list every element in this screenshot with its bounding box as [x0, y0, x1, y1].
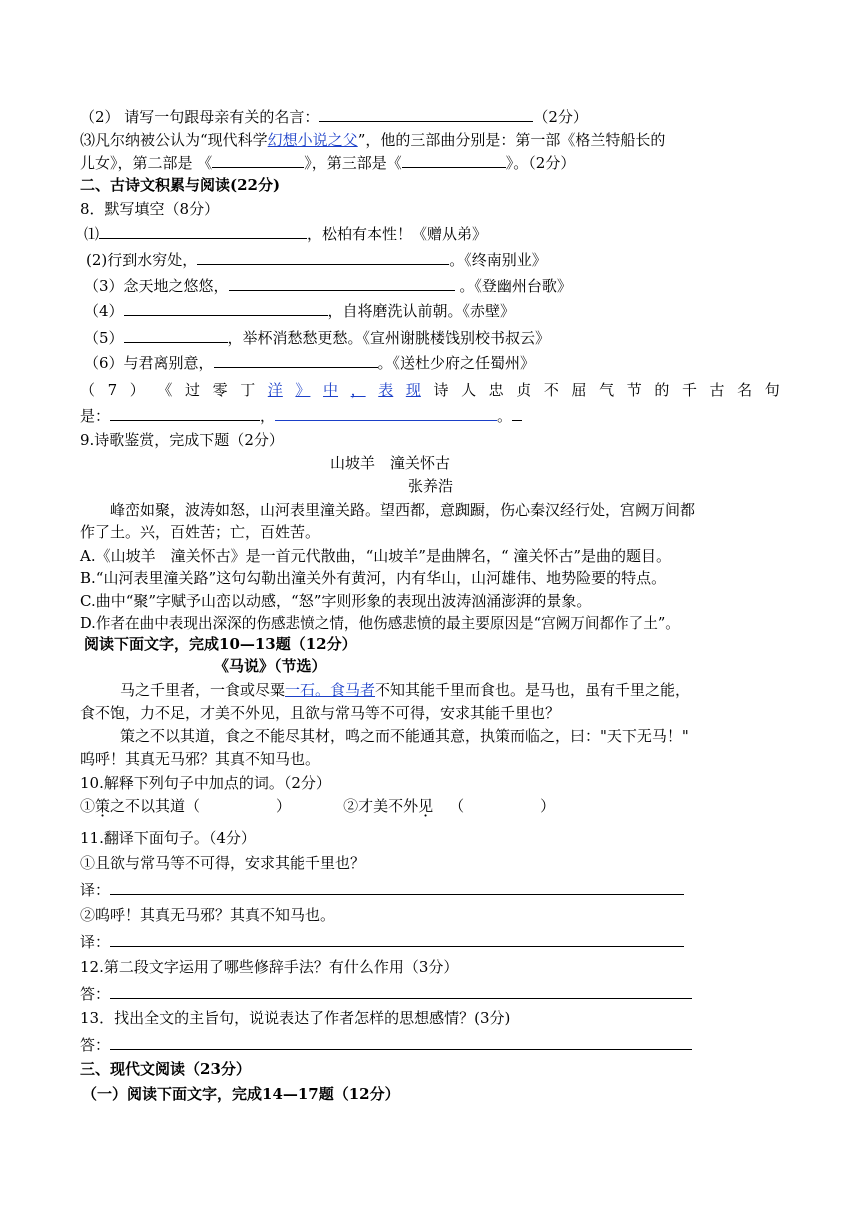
answer-blank[interactable]	[110, 983, 692, 999]
item-7-char[interactable]: 洋	[267, 381, 283, 399]
section-3-subheading: （一）阅读下面文字，完成14—17题（12分）	[82, 1085, 400, 1103]
answer-label: 答：	[80, 1036, 111, 1054]
item-text: ，自将磨洗认前朝。《赤壁》	[327, 302, 516, 320]
item-7-char: 过	[184, 381, 200, 399]
question-8-item-5	[84, 327, 550, 348]
answer-blank[interactable]	[275, 405, 497, 421]
poem-title: 山坡羊 潼关怀古	[329, 454, 450, 472]
passage-p2-line-2: 呜呼！其真无马邪？其真不知马也。	[80, 750, 321, 768]
item-text: ）	[276, 797, 292, 815]
reading-intro: 阅读下面文字，完成10—13题（12分）	[84, 635, 357, 653]
question-8-item-4	[84, 300, 515, 321]
answer-blank[interactable]	[124, 300, 328, 316]
answer-blank[interactable]	[402, 152, 506, 168]
question-3-text: 儿女》，第二部是 《	[80, 154, 213, 172]
question-10-items	[80, 796, 555, 816]
answer-label: 译：	[80, 881, 111, 899]
item-text: ，举杯消愁愁更愁。《宣州谢朓楼饯别校书叔云》	[227, 329, 551, 347]
item-7-char: 诗	[433, 381, 449, 399]
question-8-item-1	[84, 223, 487, 244]
item-label: （4）	[84, 302, 124, 320]
option-a: A.《山坡羊 潼关怀古》是一首元代散曲，“山坡羊”是曲牌名，“ 潼关怀古”是曲的题目。	[80, 547, 672, 565]
answer-blank[interactable]	[512, 405, 522, 421]
answer-label: 译：	[80, 933, 111, 951]
dotted-word: 策	[95, 797, 111, 815]
question-9-title: 9.诗歌鉴赏，完成下题（2分）	[80, 431, 284, 449]
poem-line-2: 作了土。兴，百姓苦；亡，百姓苦。	[80, 523, 321, 541]
item-7-char: 千	[681, 381, 697, 399]
question-8-item-3	[84, 275, 572, 296]
item-7-char[interactable]: 中	[323, 381, 339, 399]
item-7-char: 节	[626, 381, 642, 399]
answer-blank[interactable]	[110, 405, 260, 421]
question-2-prompt: （2） 请写一句跟母亲有关的名言：	[80, 108, 320, 126]
item-7-char: 不	[543, 381, 559, 399]
answer-blank[interactable]	[124, 327, 228, 343]
option-d: D.作者在曲中表现出深深的伤感悲愤之情，他伤感悲愤的最主要原因是“宫阙万间都作了土”。	[80, 615, 680, 632]
item-label: ⑴	[84, 225, 100, 243]
item-text: ）	[540, 797, 556, 815]
answer-blank[interactable]	[197, 249, 449, 265]
passage-p1-line-2: 食不饱，力不足，才美不外见，且欲与常马等不可得，安求其能千里也？	[80, 704, 561, 722]
item-7-char: 气	[599, 381, 615, 399]
section-3-heading: 三、现代文阅读（23分）	[80, 1060, 251, 1078]
passage-text: 马之千里者，一食或尽粟	[120, 681, 286, 699]
item-7-char: （	[80, 381, 96, 399]
item-7-char: 忠	[488, 381, 504, 399]
item-text: 。《终南别业》	[449, 251, 547, 269]
question-3-line-2	[80, 152, 575, 173]
item-text: ，	[260, 407, 276, 425]
section-2-heading: 二、古诗文积累与阅读(22分)	[80, 176, 281, 194]
item-text: （	[449, 797, 465, 815]
option-b: B.“山河表里潼关路”这句勾勒出潼关外有黄河，内有华山，山河雄伟、地势险要的特点。	[80, 569, 667, 587]
item-7-char: ）	[129, 381, 145, 399]
question-11-answer-1	[80, 879, 684, 900]
answer-blank[interactable]	[229, 275, 455, 291]
item-text: 。	[497, 407, 513, 425]
question-3-text: ⑶凡尔纳被公认为“现代科学	[80, 131, 268, 149]
answer-label: 答：	[80, 985, 111, 1003]
question-8-item-6	[84, 352, 535, 373]
hyperlink[interactable]: 幻想小说之父	[267, 131, 358, 149]
item-text: (2)行到水穷处，	[86, 251, 198, 269]
item-7-char: 屈	[571, 381, 587, 399]
question-12-title: 12.第二段文字运用了哪些修辞手法？有什么作用（3分）	[80, 958, 459, 976]
item-text: ，松柏有本性！《赠从弟》	[307, 225, 488, 243]
poem-author: 张养浩	[408, 477, 454, 495]
item-text: 。《送杜少府之任蜀州》	[377, 354, 536, 372]
answer-blank[interactable]	[110, 931, 684, 947]
question-2-line	[80, 106, 588, 127]
answer-blank[interactable]	[319, 106, 533, 122]
question-8-item-7-line-2	[80, 405, 522, 426]
question-12-answer	[80, 983, 692, 1004]
question-11-answer-2	[80, 931, 684, 952]
item-7-char: 贞	[516, 381, 532, 399]
item-7-char: 古	[709, 381, 725, 399]
item-text: （3）念天地之悠悠，	[84, 277, 229, 295]
item-7-char: 名	[737, 381, 753, 399]
item-text: 之不以其道（	[110, 797, 201, 815]
item-7-char[interactable]: 表	[378, 381, 394, 399]
answer-blank[interactable]	[110, 1034, 692, 1050]
answer-blank[interactable]	[99, 223, 307, 239]
passage-p2-line-1: 策之不以其道，食之不能尽其材，鸣之而不能通其意，执策而临之，曰："天下无马！"	[120, 727, 689, 745]
item-7-char: 人	[461, 381, 477, 399]
question-11-sentence-2: ②呜呼！其真无马邪？其真不知马也。	[80, 906, 336, 924]
question-8-title: 8．默写填空（8分）	[80, 200, 220, 218]
item-7-char[interactable]: 》	[295, 381, 311, 399]
answer-blank[interactable]	[214, 352, 378, 368]
item-7-char: 的	[654, 381, 670, 399]
hyperlink[interactable]: 一石。食马者	[285, 681, 376, 699]
item-text: （6）与君离别意，	[84, 354, 214, 372]
question-11-sentence-1: ①且欲与常马等不可得，安求其能千里也？	[80, 854, 366, 872]
answer-blank[interactable]	[110, 879, 684, 895]
question-10-title: 10.解释下列句子中加点的词。（2分）	[80, 774, 331, 792]
item-text: 是：	[80, 407, 111, 425]
item-7-char[interactable]: ，	[350, 381, 366, 399]
question-13-title: 13．找出全文的主旨句，说说表达了作者怎样的思想感情？(3分)	[80, 1009, 511, 1027]
passage-p1-line-1	[120, 680, 690, 700]
question-8-item-7-line-1	[80, 380, 780, 400]
item-7-char: 零	[212, 381, 228, 399]
question-3-text: ”，他的三部曲分别是：第一部《格兰特船长的	[357, 131, 666, 149]
poem-line-1: 峰峦如聚，波涛如怒，山河表里潼关路。望西都，意踟蹰，伤心秦汉经行处，宫阙万间都	[110, 501, 696, 519]
option-c: C.曲中“聚”字赋予山峦以动感，“怒”字则形象的表现出波涛汹涌澎湃的景象。	[80, 592, 592, 610]
item-7-char[interactable]: 现	[405, 381, 421, 399]
item-7-char: 《	[157, 381, 173, 399]
reading-title: 《马说》（节选）	[214, 657, 327, 675]
question-8-item-2	[86, 249, 547, 270]
question-3-text: 》，第三部是《	[304, 154, 402, 172]
item-text: ②才美不外	[343, 797, 419, 815]
question-13-answer	[80, 1034, 692, 1055]
item-7-char: 丁	[240, 381, 256, 399]
passage-text: 不知其能千里而食也。是马也，虽有千里之能，	[375, 681, 691, 699]
dotted-word: 见	[418, 797, 434, 815]
question-2-score: （2分）	[533, 108, 588, 126]
item-label: ①	[80, 797, 96, 815]
answer-blank[interactable]	[212, 152, 304, 168]
question-3-line-1	[80, 130, 665, 150]
item-7-char: 句	[764, 381, 780, 399]
question-3-text: 》。（2分）	[505, 154, 576, 172]
item-7-char: 7	[107, 381, 118, 399]
item-text: 。《登幽州台歌》	[454, 277, 572, 295]
item-label: （5）	[84, 329, 124, 347]
question-11-title: 11.翻译下面句子。（4分）	[80, 829, 256, 847]
